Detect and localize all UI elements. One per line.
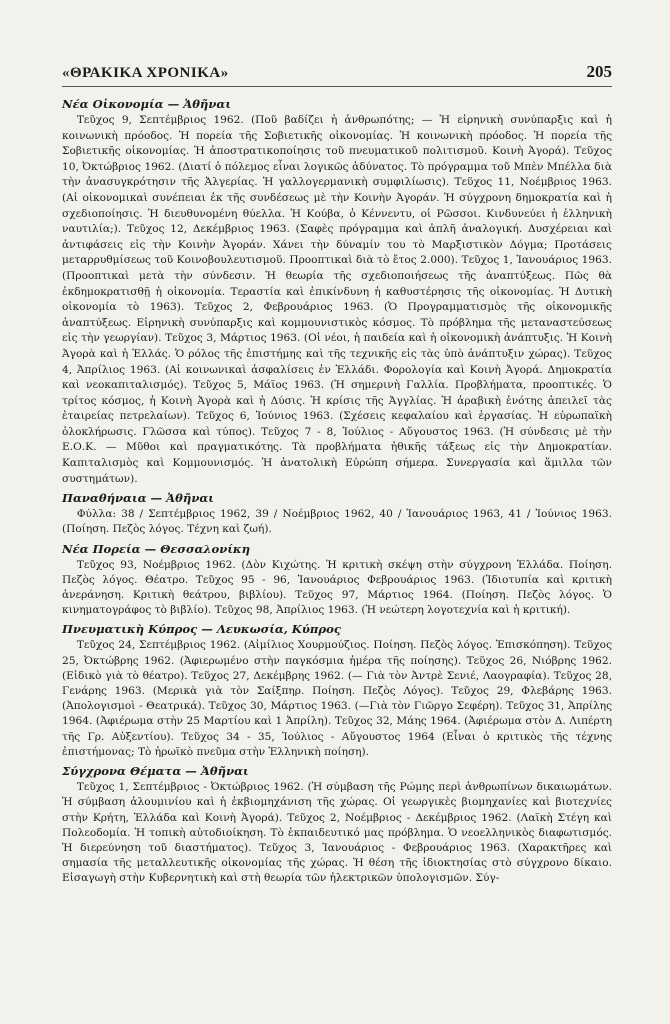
section-body: Φύλλα: 38 / Σεπτέμβριος 1962, 39 / Νοέμβριος 1962, 40 / Ἰανουάριος 1963, 41 / Ἰούνιος 1963. (Ποίηση. Πεζὸς λόγος. Τέχνη καὶ ζωή). [62,508,612,536]
section-nea-poreia [62,542,612,619]
section-body: Τεῦχος 1, Σεπτέμβριος - Ὀκτώβριος 1962. (Ἡ σύμβαση τῆς Ρώμης περὶ ἀνθρωπίνων δικαιωμάτων. Ἡ σύμβαση ἀλουμινίου καὶ ἡ ἐκβιομηχάνιση τῆς χώρας. Οἱ γεωργικὲς βιομηχανίες καὶ βιοτεχνίες στὴν Κρήτη, Ἑλλάδα καὶ Κοινὴ Ἀγορά). Τεῦχος 2, Νοέμβριος - Δεκέμβριος 1962. (Λαϊκὴ Στέγη καὶ Πολεοδομία. Ἡ τοπικὴ αὐτοδιοίκηση. Τὸ ἐκπαιδευτικό μας πρόβλημα. Ὁ νεοελληνικὸς διαφωτισμός. Ἡ διερεύνηση τοῦ διαστήματος). Τεῦχος 3, Ἰανουάριος - Φεβρουάριος 1963. (Χαρακτῆρες καὶ σημασία τῆς μεταλλευτικῆς οἰκονομίας τῆς χώρας. Ἡ θέση τῆς ἰδιοκτησίας στὸ σύγχρονο δίκαιο. Εἰσαγωγὴ στὴν Κυβερνητικὴ καὶ στὴ θεωρία τῶν ἠλεκτρικῶν ὑπολογισμῶν. Σύγ- [62,781,612,885]
section-heading: Νέα Πορεία — Θεσσαλονίκη [62,541,251,556]
running-head [62,62,612,87]
section-body: Τεῦχος 93, Νοέμβριος 1962. (Δὸν Κιχώτης. Ἡ κριτικὴ σκέψη στὴν σύγχρονη Ἑλλάδα. Ποίηση. Πεζὸς λόγος. Θέατρο. Τεῦχος 95 - 96, Ἰανουάριος Φεβρουάριος 1963. (Ἰδιοτυπία καὶ κριτικὴ ἀνεράνηση. Κριτικὴ θεάτρου, βιβλίου). Τεῦχος 97, Μάρτιος 1964. (Ποίηση. Πεζὸς λόγος. Ὁ κινηματογράφος τὸ βιβλίο). Τεῦχος 98, Ἀπρίλιος 1963. (Ἡ νεώτερη λογοτεχνία καὶ ἡ κριτική). [62,558,612,617]
section-pneumatiki-kypros [62,622,612,760]
journal-title: «ΘΡΑΚΙΚΑ ΧΡΟΝΙΚΑ» [62,65,229,81]
section-body: Τεῦχος 9, Σεπτέμβριος 1962. (Ποῦ βαδίζει ἡ ἀνθρωπότης; — Ἡ εἰρηνικὴ συνύπαρξις καὶ ἡ κοινωνικὴ πρόοδος. Ἡ πορεία τῆς Σοβιετικῆς οἰκονομίας. Ἡ κοινωνικὴ πρόοδος. Ἡ πορεία τῆς Σοβιετικῆς οἰκονομίας. Ἡ ἀποστρατικοποίησις τοῦ πνευματικοῦ πολιτισμοῦ. Κοινὴ Ἀγορά). Τεῦχος 10, Ὀκτώβριος 1962. (Διατί ὁ πόλεμος εἶναι λογικῶς ἀδύνατος. Τὸ πρόγραμμα τοῦ Μπὲν Μπέλλα διὰ τὴν ἀνασυγκρότησιν τῆς Ἀλγερίας. Ἡ γαλλογερμανικὴ συμφιλίωσις). Τεῦχος 11, Νοέμβριος 1963. (Αἱ οἰκονομικαὶ συνέπειαι ἐκ τῆς συνδέσεως μὲ τὴν Κοινὴν Ἀγοράν. Ἡ σύγχρονη δημοκρατία καὶ ἡ σχεδιοποίησις. Ἡ διευθυνομένη θύελλα. Ἡ Κούβα, ὁ Κέννεντυ, οἱ Ρῶσσοι. Κινδυνεύει ἡ ἑλληνικὴ ναυτιλία;). Τεῦχος 12, Δεκέμβριος 1963. (Σαφὲς πρόγραμμα καὶ ἁπλῆ ἀναλογική. Δυσχέρειαι καὶ ἀντιφάσεις εἰς τὴν Κοινὴν Ἀγοράν. Χάνει τὴν δύναμίν του τὸ Μαρξιστικὸν Δόγμα; Προτάσεις μεταρρυθμίσεως τοῦ Κοινοβουλευτισμοῦ. Προοπτικαὶ διὰ τὸ ἔτος 2.000). Τεῦχος 1, Ἰανουάριος 1963. (Προοπτικαὶ μετὰ τὴν σύνδεσιν. Ἡ θεωρία τῆς σχεδιοποιήσεως τῆς ἀναπτύξεως. Πῶς θὰ ἐκδημοκρατισθῇ ἡ οἰκονομία. Τεραστία καὶ ἐπικίνδυνη ἡ καθυστέρησις τῆς οἰκονομίας. Ἡ Δυτικὴ οἰκονομία τὸ 1963). Τεῦχος 2, Φεβρουάριος 1963. (Ὁ Προγραμματισμὸς τῆς οἰκονομικῆς ἀναπτύξεως. Εἰρηνικὴ συνύπαρξις καὶ κομμουνιστικὸς κόσμος. Τὸ πρόβλημα τῆς μεταναστεύσεως εἰς τὴν γεωργίαν). Τεῦχος 3, Μάρτιος 1963. (Οἱ νέοι, ἡ παιδεία καὶ ἡ οἰκονομικὴ ἀνάπτυξις. Ἡ Κοινὴ Ἀγορὰ καὶ ἡ Ἑλλάς. Ὁ ρόλος τῆς ἐπιστήμης καὶ τῆς τεχνικῆς εἰς τὰς ὑπὸ ἀνάπτυξιν χώρας). Τεῦχος 4, Ἀπρίλιος 1963. (Αἱ κοινωνικαὶ ἀσφαλίσεις ἐν Ἑλλάδι. Φορολογία καὶ Κοινὴ Ἀγορά. Δημοκρατία καὶ νεοκαπιταλισμός). Τεῦχος 5, Μάϊος 1963. (Ἡ σημερινὴ Γαλλία. Προβλήματα, προοπτικές. Ὁ τρίτος κόσμος, ἡ Κοινὴ Ἀγορὰ καὶ ἡ Δύσις. Ἡ κρίσις τῆς Ἀγγλίας. Ἡ ἀραβικὴ ἑνότης ἀπειλεῖ τὰς ἑταιρείας πετρελαίων). Τεῦχος 6, Ἰούνιος 1963. (Σχέσεις κεφαλαίου καὶ ἐργασίας. Ἡ εὐρωπαϊκὴ ὁλοκλήρωσις. Γλῶσσα καὶ τύπος). Τεῦχος 7 - 8, Ἰούλιος - Αὔγουστος 1963. (Ἡ σύνδεσις μὲ τὴν Ε.Ο.Κ. — Μῦθοι καὶ πραγματικότης. Τὰ προβλήματα ἠθικῆς τάξεως εἰς τὴν Δημοκρατίαν. Καπιταλισμὸς καὶ Κομμουνισμός. Ἡ ἀνατολικὴ Εὐρώπη σήμερα. Συνεργασία καὶ ἅμιλλα τῶν συστημάτων). [62,114,612,485]
section-heading: Πνευματικὴ Κύπρος — Λευκωσία, Κύπρος [62,622,341,637]
section-panathinaia [62,491,612,537]
section-synchrona-themata [62,764,612,886]
section-heading: Σύγχρονα Θέματα — Ἀθῆναι [62,764,249,779]
page-number: 205 [586,62,612,81]
section-body: Τεῦχος 24, Σεπτέμβριος 1962. (Αἰμίλιος Χουρμούζιος. Ποίηση. Πεζὸς λόγος. Ἐπισκόπηση). Τεῦχος 25, Ὀκτώβρης 1962. (Ἀφιερωμένο στὴν παγκόσμια ἡμέρα τῆς ποίησης). Τεῦχος 26, Νιόβρης 1962. (Εἰδικὸ γιὰ τὸ θέατρο). Τεῦχος 27, Δεκέμβρης 1962. (— Γιὰ τὸν Ἀντρὲ Σενιέ, Λαογραφία). Τεῦχος 28, Γενάρης 1963. (Μερικὰ γιὰ τὸν Σαίξπηρ. Ποίηση. Πεζὸς Λόγος). Τεῦχος 29, Φλεβάρης 1963. (Ἀπολογισμοὶ - Θεατρικά). Τεῦχος 30, Μάρτιος 1963. (—Γιὰ τὸν Γιῶργο Σεφέρη). Τεῦχος 31, Ἀπρίλης 1964. (Ἀφιέρωμα στὴν 25 Μαρτίου καὶ 1 Ἀπρίλη). Τεῦχος 32, Μάης 1964. (Ἀφιέρωμα στὸν Δ. Λιπέρτη τῆς Γρ. Αὐξεντίου). Τεῦχος 34 - 35, Ἰούλιος - Αὔγουστος 1964 (Εἶναι ὁ κριτικὸς τῆς τέχνης ἐπιστήμονας; Τὸ ἡρωϊκὸ πνεῦμα στὴν Ἑλληνικὴ ποίηση). [62,639,612,758]
section-heading: Νέα Οἰκονομία — Ἀθῆναι [62,97,231,111]
section-nea-oikonomia [62,97,612,487]
section-heading: Παναθήναια — Ἀθῆναι [62,491,214,506]
